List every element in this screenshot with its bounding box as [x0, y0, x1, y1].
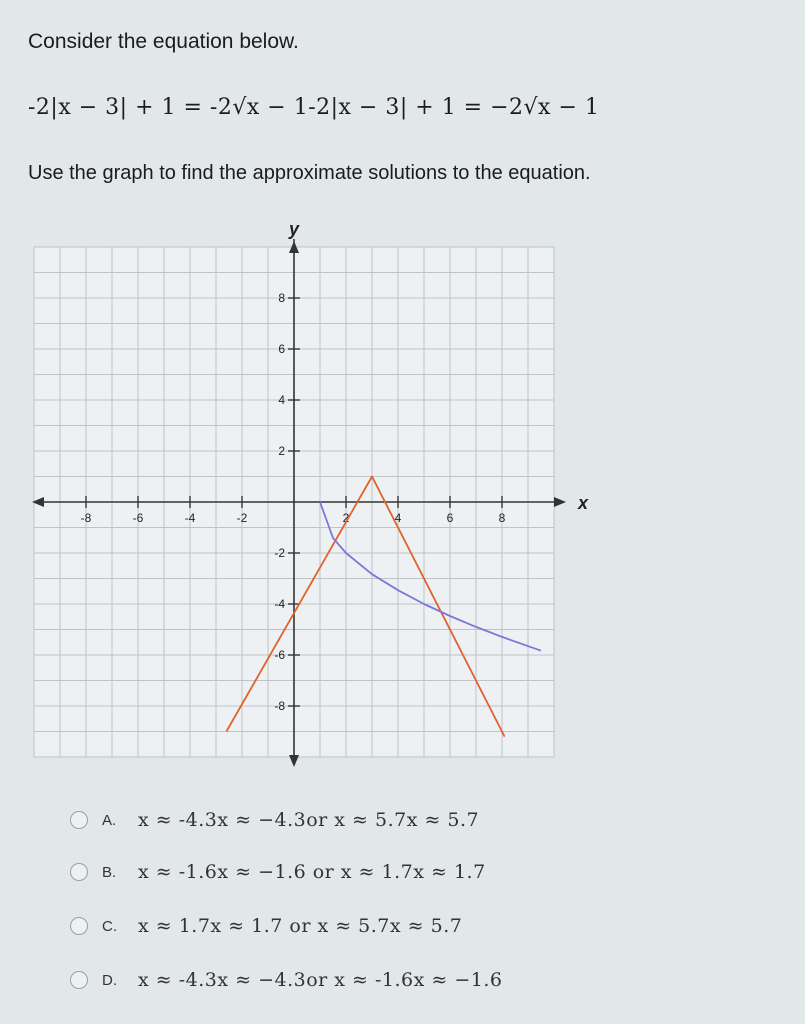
graph — [22, 212, 589, 772]
y-tick-label: -2 — [274, 546, 285, 560]
instruction: Use the graph to find the approximate solutions to the equation. — [28, 162, 591, 184]
choice-d-text: x ≈ -4.3x ≈ −4.3or x ≈ -1.6x ≈ −1.6 — [138, 969, 503, 991]
radio-c[interactable] — [70, 917, 88, 935]
y-tick-label: -8 — [274, 699, 285, 713]
choice-d-letter: D. — [102, 971, 117, 989]
x-tick-label: -2 — [236, 511, 248, 525]
y-tick-label: 6 — [278, 342, 285, 356]
radio-a[interactable] — [70, 811, 88, 829]
question-title: Consider the equation below. — [28, 30, 299, 53]
choice-c-text: x ≈ 1.7x ≈ 1.7 or x ≈ 5.7x ≈ 5.7 — [138, 915, 463, 937]
choice-b-text: x ≈ -1.6x ≈ −1.6 or x ≈ 1.7x ≈ 1.7 — [138, 861, 486, 883]
y-tick-label: 2 — [278, 444, 285, 458]
x-axis-label: x — [578, 493, 589, 513]
x-axis-arrow-right — [554, 497, 566, 507]
y-tick-label: -6 — [274, 648, 285, 662]
choice-c-letter: C. — [102, 917, 117, 935]
y-axis-label: y — [289, 219, 300, 239]
choice-b[interactable] — [70, 852, 486, 892]
x-tick-label: -8 — [80, 511, 92, 525]
radio-b[interactable] — [70, 863, 88, 881]
y-tick-label: 8 — [278, 291, 285, 305]
x-tick-label: 4 — [394, 511, 402, 525]
choice-b-letter: B. — [102, 863, 117, 881]
x-tick-label: -6 — [132, 511, 144, 525]
y-tick-label: 4 — [278, 393, 285, 407]
choice-c[interactable] — [70, 906, 462, 946]
x-tick-label: -4 — [184, 511, 196, 525]
radio-d[interactable] — [70, 971, 88, 989]
y-tick-label: -4 — [274, 597, 285, 611]
x-tick-label: 6 — [446, 511, 454, 525]
choice-d[interactable] — [70, 960, 502, 1000]
choice-a-letter: A. — [102, 811, 117, 829]
x-tick-label: 8 — [498, 511, 506, 525]
y-axis-arrow-down — [289, 755, 299, 767]
graph-svg — [22, 212, 589, 772]
choice-a[interactable] — [70, 800, 479, 840]
x-tick-label: 2 — [342, 511, 350, 525]
equation: -2|x − 3| + 1 = -2√x − 1-2|x − 3| + 1 = −2√x − 1 — [28, 95, 600, 120]
choice-a-text: x ≈ -4.3x ≈ −4.3or x ≈ 5.7x ≈ 5.7 — [138, 809, 480, 831]
